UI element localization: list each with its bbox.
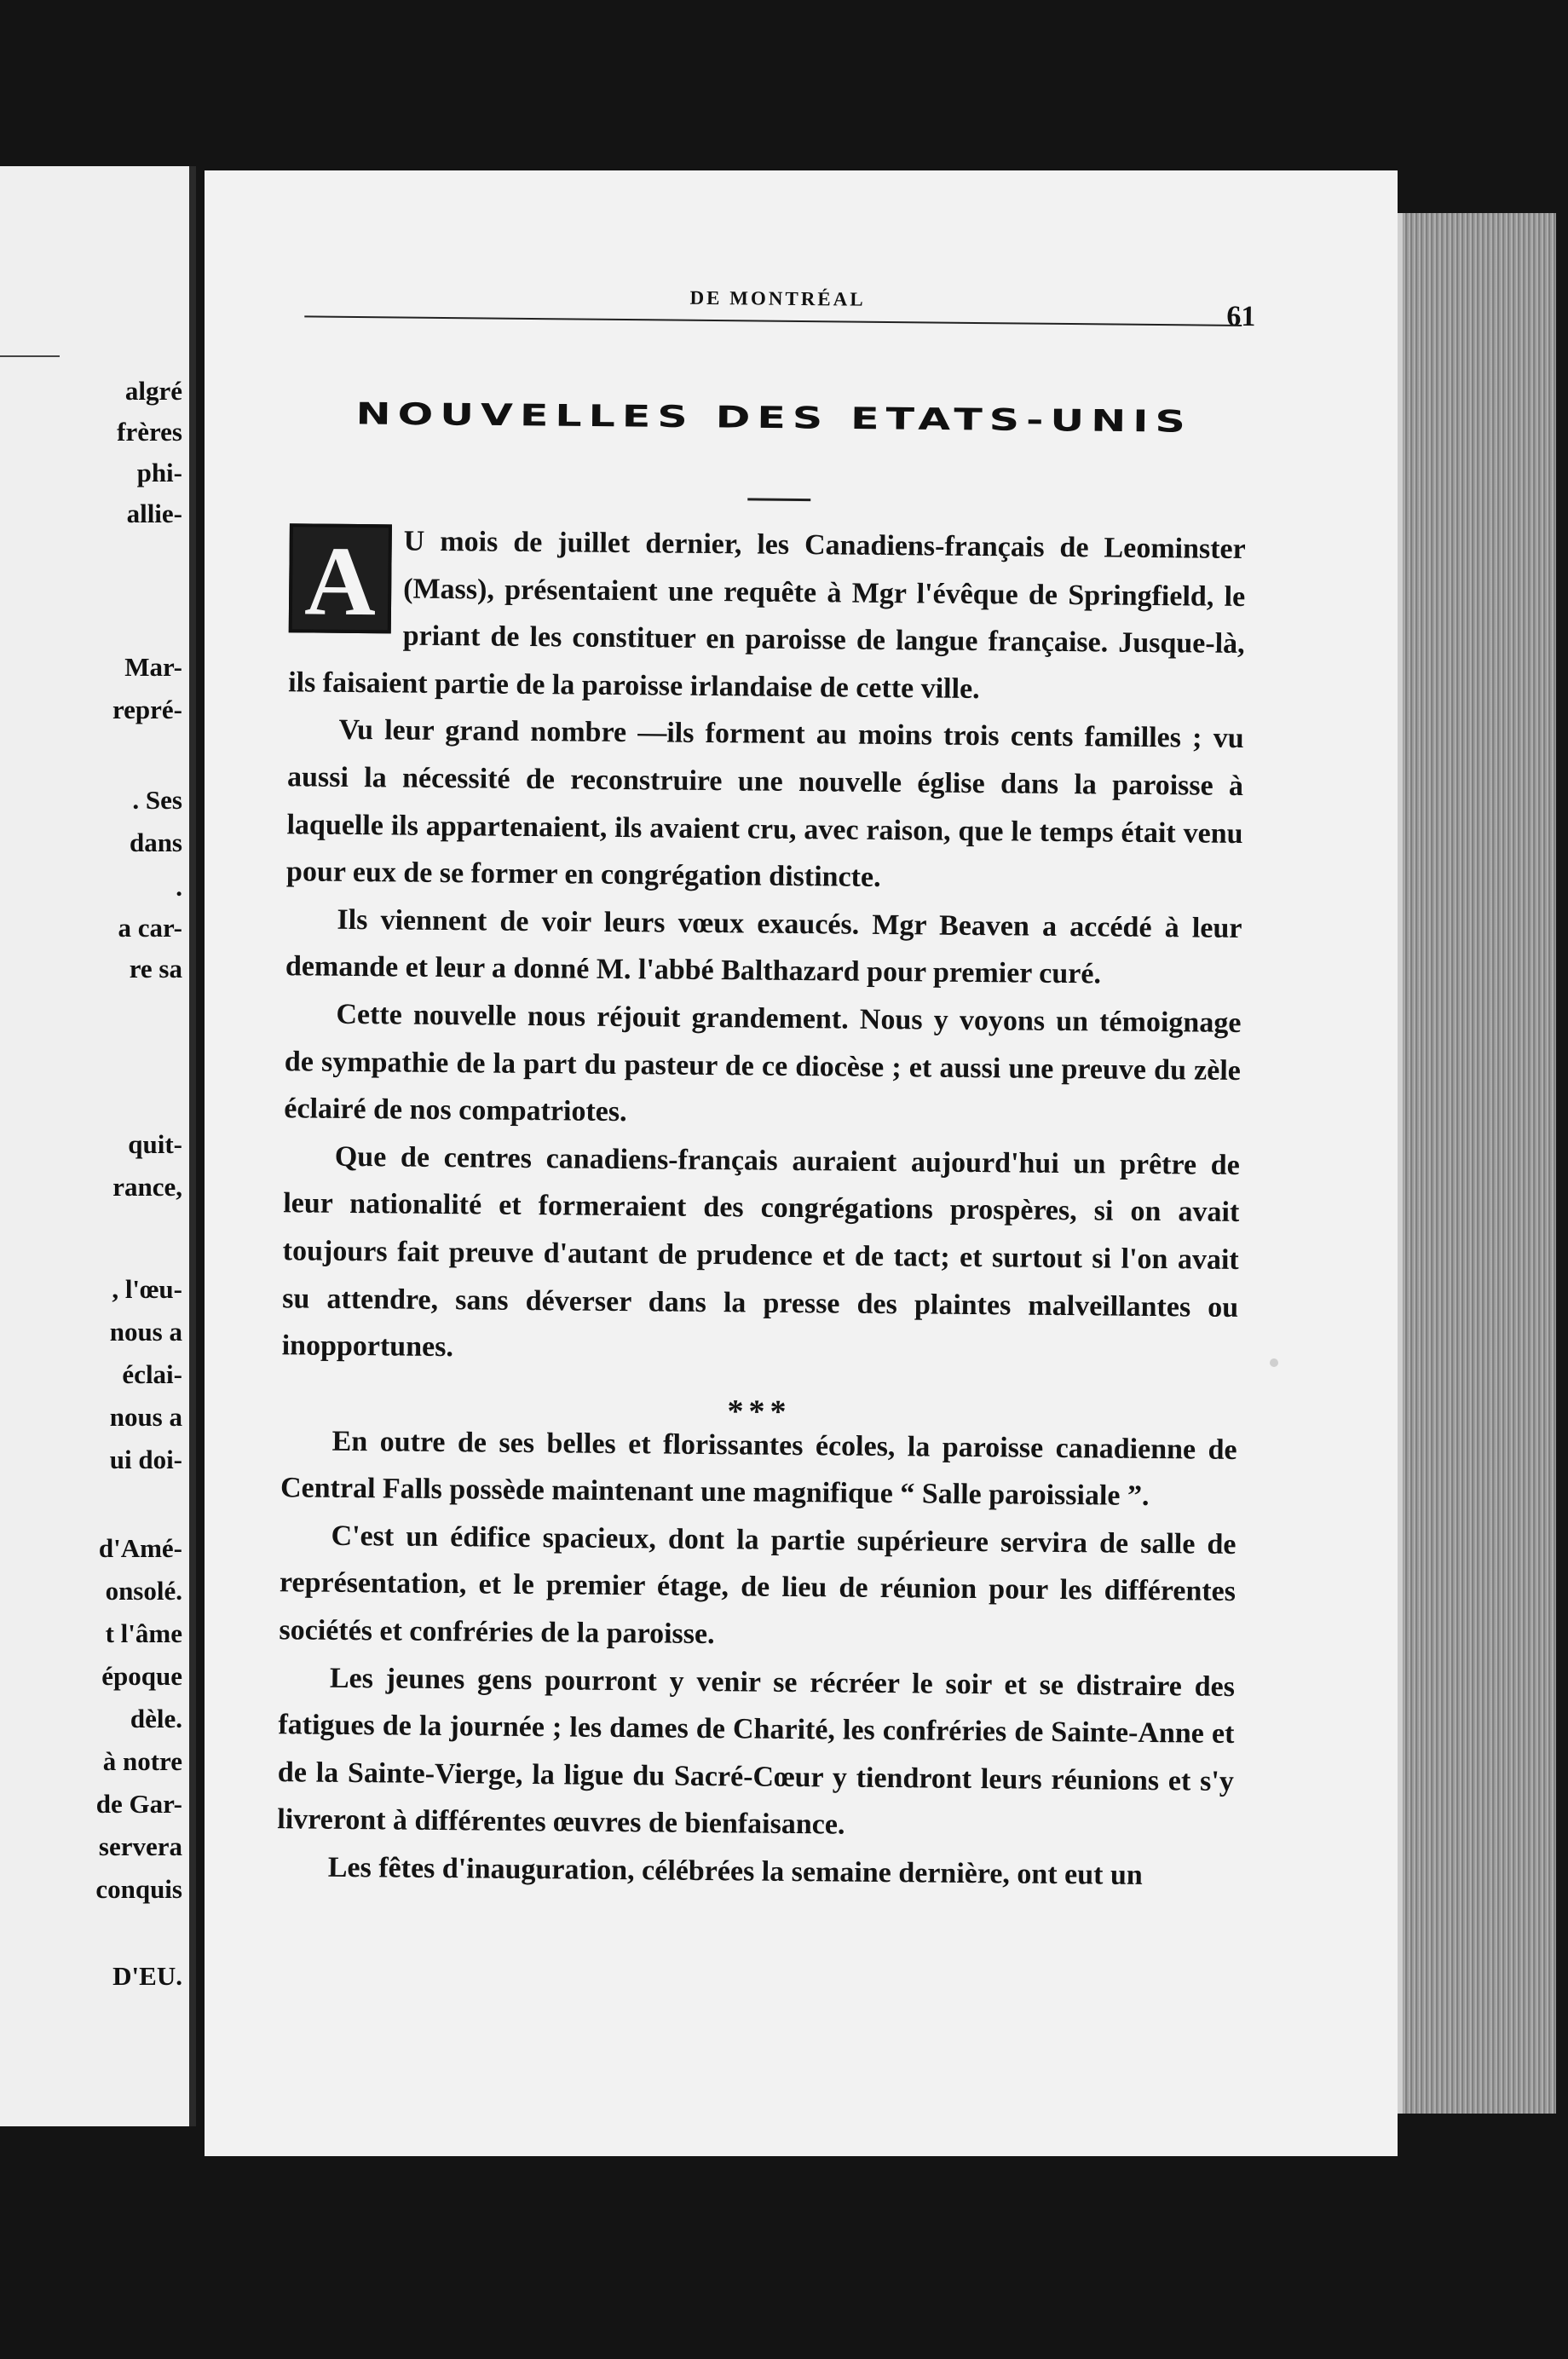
paragraph [288, 516, 1246, 715]
article-title: NOUVELLES DES ETATS-UNIS [355, 395, 1192, 440]
paragraph: Vu leur grand nombre —ils forment au moins trois cents familles ; vu aussi la nécessité de reconstruire une nouvelle église dans la paroisse à laquelle ils appartenaient, ils avaient cru, avec raison, que le temps était venu pour eux de se former en congrégation distincte. [285, 714, 1244, 894]
right-page [205, 170, 1398, 2156]
page-number: 61 [1226, 300, 1256, 333]
left-page-line: allie- [126, 499, 182, 528]
left-page-line: éclai- [122, 1359, 182, 1389]
paragraph: Que de centres canadiens-français auraient aujourd'hui un prêtre de leur nationalité et formeraient des congrégations prospères, si on avait toujours fait preuve d'autant de prudence et de tact; et surtout si l'on avait su attendre, sans déverser dans la presse des plaintes malveillantes ou inopportunes. [281, 1140, 1240, 1364]
left-page-line: phi- [136, 458, 182, 487]
drop-cap-initial: A [289, 523, 392, 633]
left-page-line: époque [101, 1661, 182, 1691]
paragraph: Les jeunes gens pourront y venir se récréer le soir et se distraire des fatigues de la journée ; les dames de Charité, les confréries de Sainte-Anne et de la Sainte-Vierge, la ligue du Sacré-Cœur y tiendront leurs réunions et s'y livreront à différentes œuvres de bienfaisance. [277, 1662, 1236, 1842]
margin-dot [1270, 1358, 1278, 1367]
left-page-line: conquis [95, 1874, 182, 1904]
left-page-line: repré- [112, 695, 182, 724]
article-body [277, 516, 1246, 1900]
left-page-line: quit- [128, 1129, 182, 1159]
book-page-edges [1398, 213, 1556, 2114]
left-page-line: algré [124, 376, 182, 406]
left-page-line: re sa [129, 954, 182, 983]
paragraph: En outre de ses belles et florissantes écoles, la paroisse canadienne de Central Falls possède maintenant une magnifique “ Salle paroissiale ”. [280, 1425, 1237, 1513]
title-rule [747, 498, 810, 501]
page-content [205, 170, 1398, 2156]
left-page-line: nous a [109, 1402, 182, 1432]
left-page-line: d'Amé- [98, 1533, 182, 1563]
left-page-line: frères [117, 417, 182, 447]
left-page-line: ui doi- [109, 1445, 182, 1474]
left-page-line: onsolé. [105, 1576, 182, 1606]
section-separator: *** [727, 1393, 792, 1430]
left-page-line: Mar- [124, 652, 182, 682]
paragraph: Ils viennent de voir leurs vœux exaucés. Mgr Beaven a accédé à leur demande et leur a donné M. l'abbé Balthazard pour premier curé. [285, 903, 1242, 990]
left-page-line: dèle. [130, 1704, 182, 1733]
paragraph-text: U mois de juillet dernier, les Canadiens-français de Leominster (Mass), présentaient une requête à Mgr l'évêque de Springfield, le priant de les constituer en paroisse de langue française. Jusque-là, ils faisaient partie de la paroisse irlandaise de cette ville. [287, 525, 1246, 705]
left-page-line: servera [98, 1831, 182, 1861]
paragraph: Cette nouvelle nous réjouit grandement. Nous y voyons un témoignage de sympathie de la part du pasteur de ce diocèse ; et aussi une preuve du zèle éclairé de nos compatriotes. [284, 998, 1242, 1128]
left-page-rule [0, 355, 60, 357]
left-page-line: t l'âme [105, 1618, 182, 1648]
left-page-line: , l'œu- [112, 1274, 182, 1304]
left-page-line: . [176, 872, 182, 902]
left-page-line: rance, [112, 1172, 182, 1202]
left-page-line: à notre [102, 1746, 182, 1776]
paragraph: C'est un édifice spacieux, dont la partie supérieure servira de salle de représentation, et le premier étage, de lieu de réunion pour les différentes sociétés et confréries de la paroisse. [279, 1520, 1237, 1651]
left-page-line: a car- [118, 913, 182, 943]
left-page-line: nous a [109, 1317, 182, 1347]
paragraph: Les fêtes d'inauguration, célébrées la semaine dernière, ont eut un [327, 1851, 1143, 1891]
left-page-fragment [0, 166, 196, 2126]
left-page-line: . Ses [132, 785, 182, 815]
header-rule [304, 315, 1242, 326]
left-page-line: D'EU. [112, 1961, 182, 1991]
running-head: DE MONTRÉAL [689, 286, 866, 310]
left-page-line: de Gar- [95, 1789, 182, 1819]
left-page-line: dans [129, 828, 182, 857]
